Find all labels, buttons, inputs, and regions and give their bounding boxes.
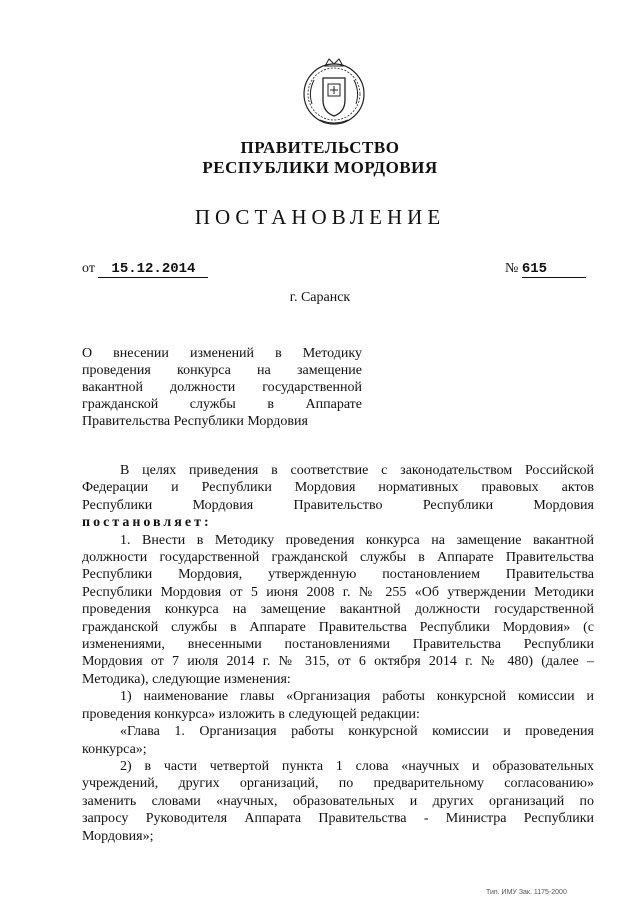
subject-line: проведения конкурса на замещение: [82, 363, 362, 378]
coat-of-arms-icon: [298, 56, 370, 128]
body-line: должности государственной гражданской службы в Аппарате Правительства: [82, 550, 594, 566]
subject-line: О внесении изменений в Методику: [82, 346, 362, 361]
date-row: [82, 261, 208, 278]
body-line: заменить словами «научных, образовательных и других организаций по: [82, 793, 594, 809]
city: г. Саранск: [289, 290, 351, 305]
print-mark: Тип. ИМУ Зак. 1175-2000: [486, 889, 567, 896]
body-line: 1. Внести в Методику проведения конкурса на замещение вакантной: [120, 532, 594, 548]
body-line: Республики Мордовия, утвержденную постановлением Правительства: [82, 567, 594, 583]
document-subject: [82, 345, 362, 430]
subject-line: Правительства Республики Мордовия: [82, 414, 308, 429]
body-line: Мордовия от 7 июля 2014 г. № 315, от 6 октября 2014 г. № 480) (далее –: [82, 654, 594, 670]
body-line: гражданской службы в Аппарате Правительства Республики Мордовия» (с: [82, 619, 594, 635]
number-row: [505, 261, 586, 278]
government-title-line2: РЕСПУБЛИКИ МОРДОВИЯ: [202, 158, 438, 177]
body-line: «Глава 1. Организация работы конкурсной комиссии и проведения: [120, 724, 594, 740]
document-number: 615: [522, 261, 586, 278]
body-line: Методика), следующие изменения:: [82, 671, 291, 687]
body-line: учреждений, других организаций, по предварительному согласованию»: [82, 776, 594, 792]
body-line: Федерации и Республики Мордовия нормативных правовых актов: [82, 480, 594, 496]
body-line: запросу Руководителя Аппарата Правительства - Министра Республики: [82, 811, 594, 827]
document-type: ПОСТАНОВЛЕНИЕ: [194, 205, 446, 229]
number-prefix: №: [505, 261, 519, 276]
resolution-keyword: постановляет:: [82, 515, 212, 531]
document-date: 15.12.2014: [98, 261, 208, 278]
body-line: конкурса»;: [82, 741, 147, 757]
body-line: В целях приведения в соответствие с законодательством Российской: [120, 463, 594, 478]
government-title-line1: ПРАВИТЕЛЬСТВО: [240, 138, 400, 157]
body-line: 1) наименование главы «Организация работы конкурсной комиссии и: [120, 689, 594, 705]
body-line: изменениями, внесенными постановлениями Правительства Республики: [82, 637, 594, 653]
body-line: проведения конкурса на замещение вакантной должности государственной: [82, 602, 594, 618]
body-line: Республики Мордовия от 5 июня 2008 г. № 255 «Об утверждении Методики: [82, 584, 594, 600]
body-line: Республики Мордовия Правительство Республики Мордовия: [82, 497, 594, 513]
body-line: 2) в части четвертой пункта 1 слова «научных и образовательных: [120, 758, 594, 774]
date-prefix: от: [82, 261, 95, 276]
document-body: [82, 462, 594, 845]
subject-line: гражданской службы в Аппарате: [82, 397, 362, 412]
body-line: Мордовия»;: [82, 828, 154, 844]
body-line: проведения конкурса» изложить в следующей редакции:: [82, 706, 420, 722]
subject-line: вакантной должности государственной: [82, 380, 362, 395]
